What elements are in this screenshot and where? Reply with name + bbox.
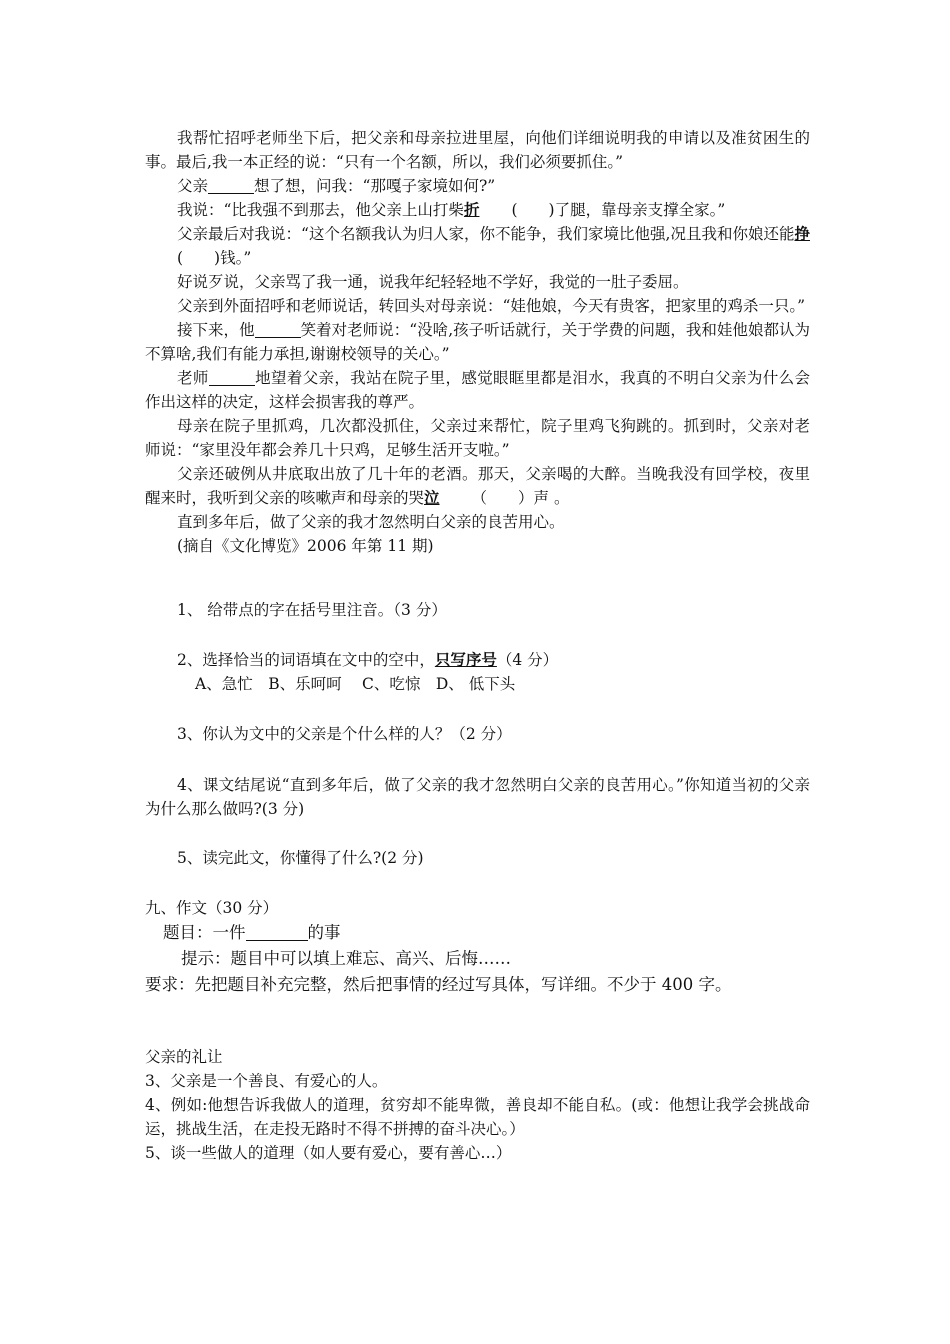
answer-5: 5、谈一些做人的道理（如人要有爱心，要有善心…） <box>145 1144 512 1162</box>
story-paragraph-3: 我说：“比我强不到那去，他父亲上山打柴折 ( )了腿，靠母亲支撑全家。” <box>145 198 810 222</box>
story-paragraph-8: 老师 地望着父亲，我站在院子里，感觉眼眶里都是泪水，我真的不明白父亲为什么会作出这样的决定，这样会损害我的尊严。 <box>145 369 810 411</box>
fill-blank-1[interactable] <box>208 176 254 194</box>
story-paragraph-4: 父亲最后对我说：“这个名额我认为归人家，你不能争，我们家境比他强,况且我和你娘还能挣( )钱。” <box>145 222 810 270</box>
emphasis-text: 只写序号 <box>434 650 497 669</box>
question-5: 5、读完此文，你懂得了什么?(2 分) <box>177 849 424 867</box>
composition-requirement: 要求：先把题目补充完整，然后把事情的经过写具体，写详细。不少于 400 字。 <box>145 975 732 994</box>
composition-heading: 九、作文（30 分） <box>145 899 279 917</box>
pinyin-paren[interactable]: ( ) <box>511 201 555 219</box>
composition-section <box>145 896 810 998</box>
question-4-block <box>145 773 810 821</box>
pinyin-paren[interactable]: （ ） <box>471 489 534 507</box>
answers-title: 父亲的礼让 <box>145 1048 223 1066</box>
question-1: 1、 给带点的字在括号里注音。（3 分） <box>177 601 447 619</box>
question-4: 4、课文结尾说“直到多年后，做了父亲的我才忽然明白父亲的良苦用心。”你知道当初的父亲为什么那么做吗?(3 分) <box>145 776 810 818</box>
fill-blank-2[interactable] <box>255 320 301 338</box>
question-5-block <box>145 846 810 870</box>
story-paragraph-11: 直到多年后，做了父亲的我才忽然明白父亲的良苦用心。 <box>177 513 565 531</box>
questions-section <box>145 598 810 622</box>
story-section <box>145 126 810 558</box>
story-paragraph-9: 母亲在院子里抓鸡，几次都没抓住，父亲过来帮忙，院子里鸡飞狗跳的。抓到时，父亲对老师说：“家里没年都会养几十只鸡，足够生活开支啦。” <box>145 417 810 459</box>
question-2-options: A、急忙 B、乐呵呵 C、吃惊 D、 低下头 <box>195 675 516 693</box>
story-paragraph-5: 好说歹说，父亲骂了我一通，说我年纪轻轻地不学好，我觉的一肚子委屈。 <box>177 273 689 291</box>
composition-title: 题目：一件 的事 <box>163 923 341 942</box>
composition-hint: 提示：题目中可以填上难忘、高兴、后悔…… <box>181 949 511 968</box>
question-3-block <box>145 722 810 746</box>
story-paragraph-2: 父亲 想了想，问我：“那嘎子家境如何?” <box>177 177 496 195</box>
question-3: 3、你认为文中的父亲是个什么样的人？（2 分） <box>177 725 512 743</box>
title-blank[interactable] <box>246 923 308 941</box>
story-paragraph-7: 接下来，他 笑着对老师说：“没啥,孩子听话就行，关于学费的问题，我和娃他娘都认为不算啥,我们有能力承担,谢谢校领导的关心。” <box>145 321 810 363</box>
story-paragraph-1: 我帮忙招呼老师坐下后，把父亲和母亲拉进里屋，向他们详细说明我的申请以及准贫困生的事。最后,我一本正经的说：“只有一个名额，所以，我们必须要抓住。” <box>145 129 810 171</box>
question-2-block <box>145 648 810 696</box>
dotted-char: 挣 <box>794 224 810 243</box>
answer-4: 4、例如:他想告诉我做人的道理，贫穷却不能卑微，善良却不能自私。(或：他想让我学会挑战命运，挑战生活，在走投无路时不得不拼搏的奋斗决心。） <box>145 1096 810 1138</box>
story-source: (摘自《文化博览》2006 年第 11 期) <box>177 537 434 555</box>
answer-3: 3、父亲是一个善良、有爱心的人。 <box>145 1072 388 1090</box>
story-paragraph-10: 父亲还破例从井底取出放了几十年的老酒。那天，父亲喝的大醉。当晚我没有回学校，夜里醒来时，我听到父亲的咳嗽声和母亲的哭泣 （ ）声 。 <box>145 462 810 510</box>
fill-blank-3[interactable] <box>209 368 255 386</box>
pinyin-paren[interactable]: ( ) <box>177 249 221 267</box>
question-2: 2、选择恰当的词语填在文中的空中，只写序号（4 分） <box>177 650 559 669</box>
answers-section <box>145 1045 810 1165</box>
dotted-char: 折 <box>463 200 480 219</box>
story-paragraph-6: 父亲到外面招呼和老师说话，转回头对母亲说：“娃他娘，今天有贵客，把家里的鸡杀一只。” <box>177 297 806 315</box>
dotted-char: 泣 <box>424 488 440 507</box>
